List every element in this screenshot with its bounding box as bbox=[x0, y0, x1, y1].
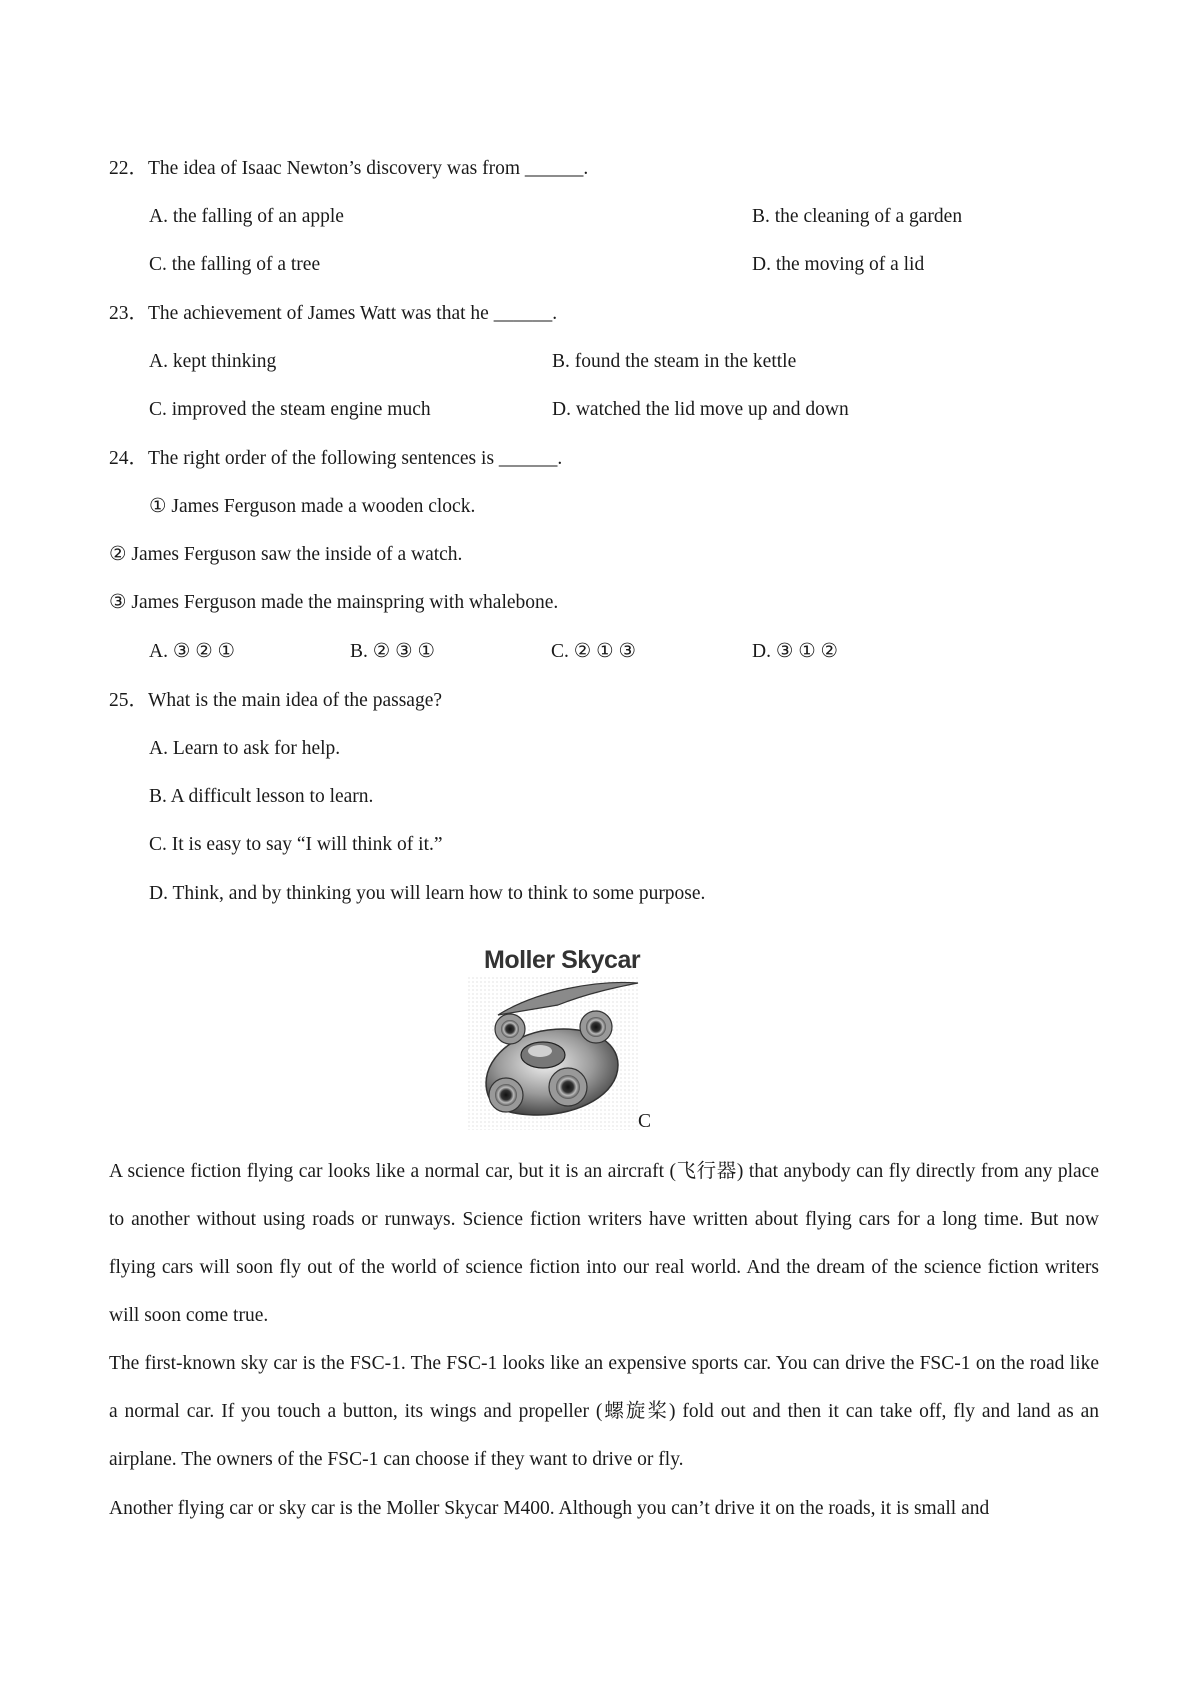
question-24-option-d: D. ③ ① ② bbox=[752, 641, 839, 662]
passage-paragraph-2: The first-known sky car is the FSC-1. The FSC-1 looks like an expensive sports car. You can drive the FSC-1 on the road like a normal car. If you touch a button, its wings and propeller (螺旋桨) fold out and then it can take off, fly and land as an airplane. The owners of the FSC-1 can choose if they want to drive or fly. bbox=[109, 1353, 1099, 1470]
question-24-statement-2: ② James Ferguson saw the inside of a watch. bbox=[109, 544, 463, 565]
question-22-option-a: A. the falling of an apple bbox=[149, 206, 344, 227]
question-23-option-a: A. kept thinking bbox=[149, 351, 277, 372]
figure-title: Moller Skycar bbox=[484, 946, 641, 974]
question-22-option-b: B. the cleaning of a garden bbox=[752, 206, 963, 227]
question-25-option-b: B. A difficult lesson to learn. bbox=[149, 786, 374, 807]
skycar-illustration bbox=[468, 945, 640, 1130]
question-23-option-d: D. watched the lid move up and down bbox=[552, 399, 849, 420]
question-24-option-a: A. ③ ② ① bbox=[149, 641, 236, 662]
question-24-stem: 24．The right order of the following sentences is ______. bbox=[109, 448, 563, 469]
passage-paragraph-3: Another flying car or sky car is the Moller Skycar M400. Although you can’t drive it on the roads, it is small and bbox=[109, 1498, 990, 1519]
question-22-stem: 22．The idea of Isaac Newton’s discovery was from ______. bbox=[109, 158, 589, 179]
question-25-option-c: C. It is easy to say “I will think of it.” bbox=[149, 834, 443, 855]
question-24-option-c: C. ② ① ③ bbox=[551, 641, 636, 662]
question-23-option-b: B. found the steam in the kettle bbox=[552, 351, 797, 372]
question-25-option-a: A. Learn to ask for help. bbox=[149, 738, 341, 759]
question-23-stem: 23．The achievement of James Watt was that he ______. bbox=[109, 303, 558, 324]
question-23-option-c: C. improved the steam engine much bbox=[149, 399, 431, 420]
passage-paragraph-1: A science fiction flying car looks like a normal car, but it is an aircraft (飞行器) that anybody can fly directly from any place to another without using roads or runways. Science fiction writers have written about flying cars for a long time. But now flying cars will soon fly out of the world of science fiction into our real world. And the dream of the science fiction writers will soon come true. bbox=[109, 1161, 1099, 1326]
question-22-option-c: C. the falling of a tree bbox=[149, 254, 321, 275]
question-24-statement-3: ③ James Ferguson made the mainspring with whalebone. bbox=[109, 592, 559, 613]
question-25-stem: 25．What is the main idea of the passage? bbox=[109, 690, 443, 711]
question-24-option-b: B. ② ③ ① bbox=[350, 641, 435, 662]
section-letter: C bbox=[638, 1111, 652, 1132]
question-22-option-d: D. the moving of a lid bbox=[752, 254, 925, 275]
question-24-statement-1: ① James Ferguson made a wooden clock. bbox=[149, 496, 476, 517]
question-25-option-d: D. Think, and by thinking you will learn how to think to some purpose. bbox=[149, 883, 706, 904]
